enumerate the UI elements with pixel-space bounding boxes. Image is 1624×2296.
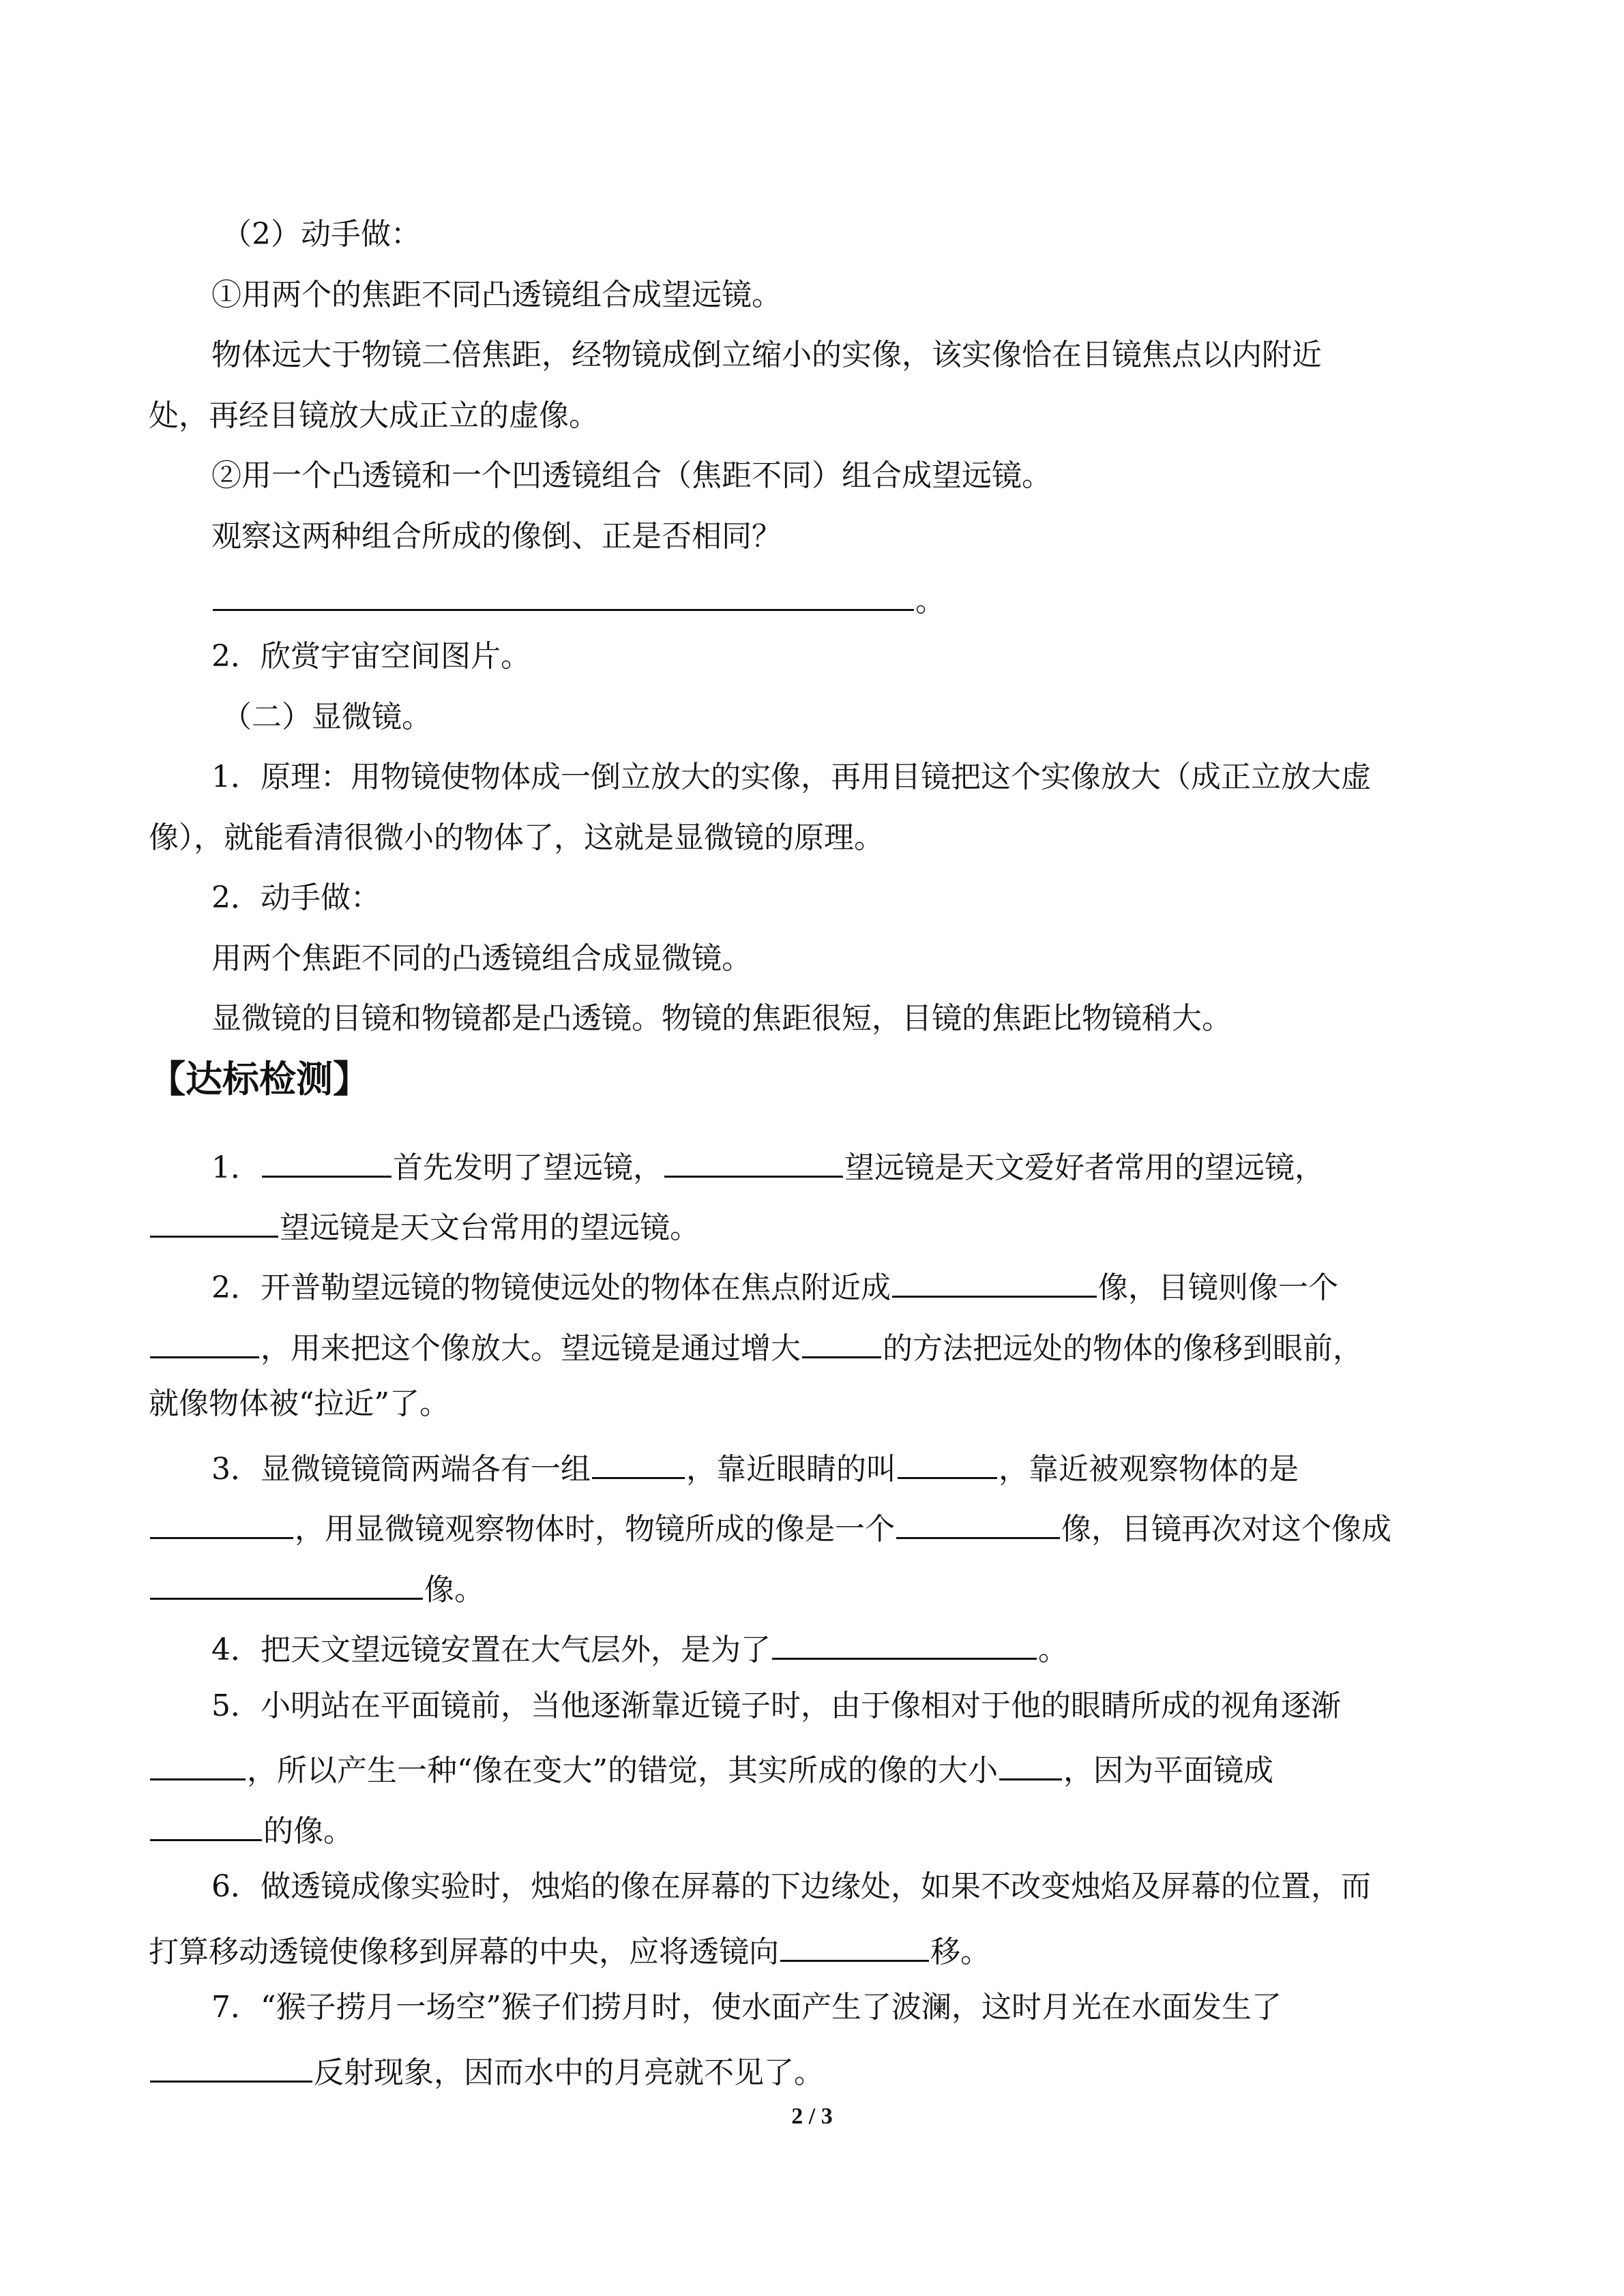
question-5-cont: ，所以产生一种“像在变大”的错觉，其实所成的像的大小 ，因为平面镜成: [0, 1746, 1624, 1791]
answer-blank[interactable]: [802, 1324, 881, 1358]
question-6: 6．做透镜成像实验时，烛焰的像在屏幕的下边缘处，如果不改变烛焰及屏幕的位置，而: [211, 1869, 1371, 1904]
question-7: 7．“猴子捞月一场空”猴子们捞月时，使水面产生了波澜，这时月光在水面发生了: [211, 1990, 1282, 2025]
answer-blank[interactable]: [150, 2048, 312, 2083]
answer-blank[interactable]: [150, 1746, 246, 1780]
answer-blank[interactable]: [592, 1444, 685, 1479]
question-1: 1． 首先发明了望远镜， 望远镜是天文爱好者常用的望远镜，: [0, 1143, 1624, 1189]
text-line: 1．原理：用物镜使物体成一倒立放大的实像，再用目镜把这个实像放大（成正立放大虚: [211, 760, 1371, 794]
text-line: 显微镜的目镜和物镜都是凸透镜。物镜的焦距很短，目镜的焦距比物镜稍大。: [211, 1001, 1232, 1036]
answer-blank[interactable]: [892, 1263, 1097, 1298]
answer-blank[interactable]: [150, 1565, 423, 1600]
text-line: （二）显微镜。: [222, 700, 432, 734]
answer-blank[interactable]: [664, 1143, 843, 1178]
text-line: （2）动手做：: [222, 217, 421, 252]
page-number: 2 / 3: [791, 2104, 833, 2129]
question-2-cont: 就像物体被“拉近”了。: [149, 1386, 449, 1421]
section-heading: 【达标检测】: [149, 1058, 370, 1101]
text-line: 2．动手做：: [211, 880, 381, 915]
answer-blank[interactable]: [150, 1504, 293, 1539]
answer-blank[interactable]: [150, 1806, 262, 1841]
question-4: 4．把天文望远镜安置在大气层外，是为了 。: [0, 1625, 1624, 1671]
text-line: 2．欣赏宇宙空间图片。: [211, 639, 531, 674]
text-line: 观察这两种组合所成的像倒、正是否相同？: [211, 519, 782, 554]
question-5-cont: 的像。: [0, 1806, 1624, 1852]
text-line: ②用一个凸透镜和一个凹透镜组合（焦距不同）组合成望远镜。: [211, 458, 1052, 493]
question-3-cont: ，用显微镜观察物体时，物镜所成的像是一个 像，目镜再次对这个像成: [0, 1504, 1624, 1550]
text-line: 处，再经目镜放大成正立的虚像。: [149, 398, 599, 433]
question-2: 2．开普勒望远镜的物镜使远处的物体在焦点附近成 像，目镜则像一个: [0, 1263, 1624, 1309]
answer-blank[interactable]: [150, 1324, 259, 1358]
answer-blank[interactable]: [262, 1143, 392, 1178]
text-line: ①用两个的焦距不同凸透镜组合成望远镜。: [211, 278, 782, 312]
answer-blank[interactable]: [150, 1203, 278, 1238]
question-7-cont: 反射现象，因而水中的月亮就不见了。: [0, 2048, 1624, 2093]
text-line: 用两个焦距不同的凸透镜组合成显微镜。: [211, 941, 752, 976]
question-6-cont: 打算移动透镜使像移到屏幕的中央，应将透镜向 移。: [0, 1927, 1624, 1973]
question-3: 3．显微镜镜筒两端各有一组 ，靠近眼睛的叫 ，靠近被观察物体的是: [0, 1444, 1624, 1490]
answer-blank[interactable]: [896, 1504, 1060, 1539]
question-3-cont: 像。: [0, 1565, 1624, 1611]
answer-blank[interactable]: [772, 1625, 1037, 1660]
answer-blank[interactable]: [780, 1927, 929, 1962]
text-line: 物体远大于物镜二倍焦距，经物镜成倒立缩小的实像，该实像恰在目镜焦点以内附近: [211, 338, 1322, 372]
answer-blank[interactable]: [999, 1746, 1062, 1780]
answer-blank[interactable]: [213, 576, 914, 611]
question-2-cont: ，用来把这个像放大。望远镜是通过增大 的方法把远处的物体的像移到眼前，: [0, 1324, 1624, 1369]
question-5: 5．小明站在平面镜前，当他逐渐靠近镜子时，由于像相对于他的眼睛所成的视角逐渐: [211, 1688, 1341, 1723]
answer-blank[interactable]: [898, 1444, 997, 1479]
text-line: 像），就能看清很微小的物体了，这就是显微镜的原理。: [149, 820, 884, 855]
question-1-cont: 望远镜是天文台常用的望远镜。: [0, 1203, 1624, 1249]
answer-line: 。: [0, 576, 1624, 622]
